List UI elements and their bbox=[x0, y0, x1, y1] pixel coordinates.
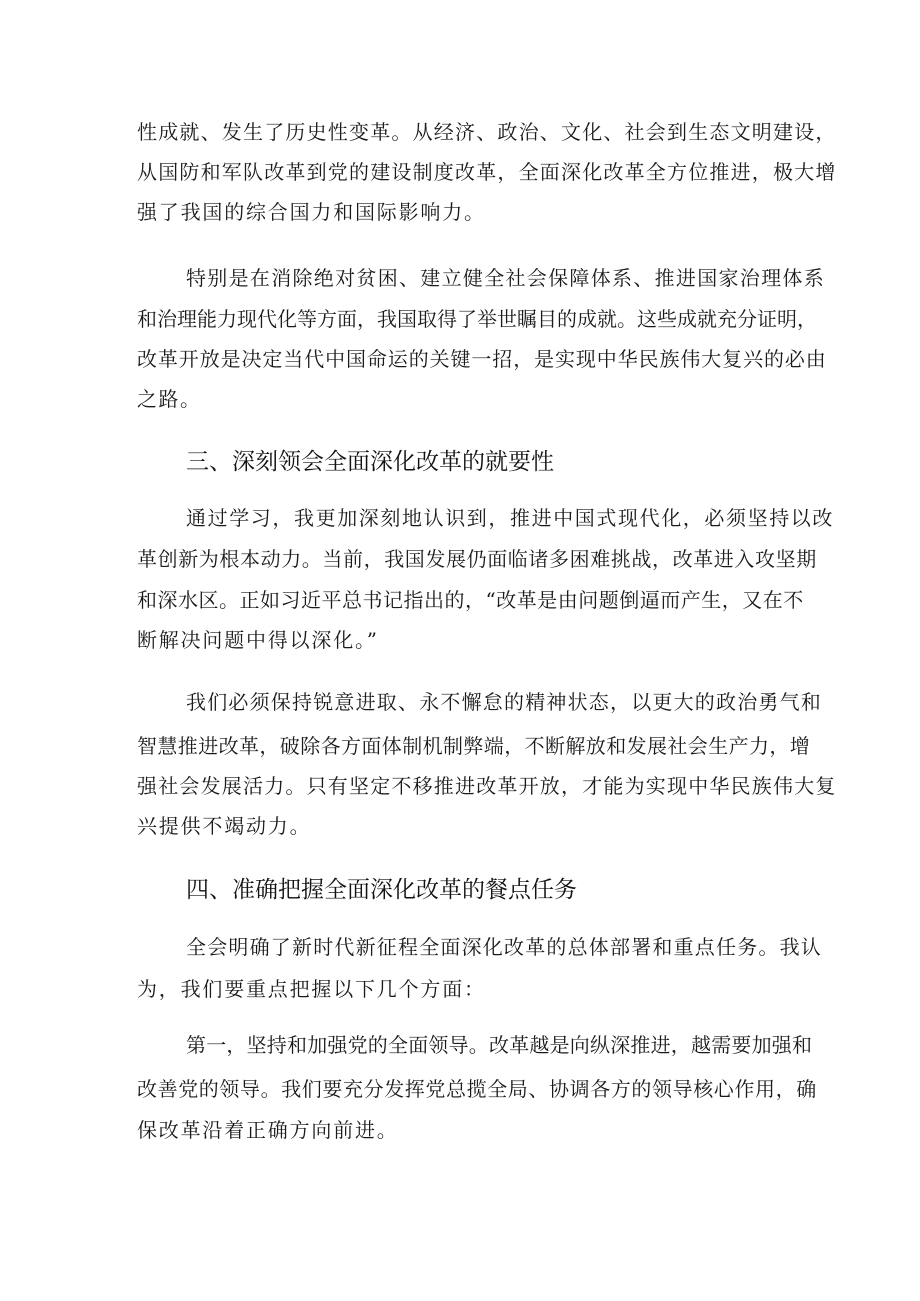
paragraph-6-line-2: 改善党的领导。我们要充分发挥党总揽全局、协调各方的领导核心作用，确 bbox=[137, 1077, 817, 1101]
paragraph-3-line-3: 和深水区。正如习近平总书记指出的，“改革是由问题倒逼而产生，又在不 bbox=[137, 588, 804, 612]
paragraph-5-line-1: 全会明确了新时代新征程全面深化改革的总体部署和重点任务。我认 bbox=[186, 935, 822, 959]
paragraph-6-line-1: 第一，坚持和加强党的全面领导。改革越是向纵深推进，越需要加强和 bbox=[186, 1033, 813, 1057]
paragraph-2-line-1: 特别是在消除绝对贫困、建立健全社会保障体系、推进国家治理体系 bbox=[186, 266, 825, 290]
paragraph-6-line-3: 保改革沿着正确方向前进。 bbox=[137, 1118, 399, 1142]
paragraph-1-line-1: 性成就、发生了历史性变革。从经济、政治、文化、社会到生态文明建设， bbox=[137, 120, 837, 144]
paragraph-3-line-2: 革创新为根本动力。当前，我国发展仍面临诸多困难挑战，改革进入攻坚期 bbox=[137, 547, 817, 571]
paragraph-3-line-4: 断解决问题中得以深化。” bbox=[137, 628, 379, 652]
section-heading-3: 三、深刻领会全面深化改革的就要性 bbox=[186, 449, 554, 475]
section-heading-4: 四、准确把握全面深化改革的餐点任务 bbox=[186, 877, 577, 903]
paragraph-5-line-2: 为，我们要重点把握以下几个方面： bbox=[137, 977, 486, 1001]
paragraph-2-line-2: 和治理能力现代化等方面，我国取得了举世瞩目的成就。这些成就充分证明， bbox=[137, 307, 817, 331]
paragraph-4-line-3: 强社会发展活力。只有坚定不移推进改革开放，才能为实现中华民族伟大复 bbox=[137, 774, 837, 798]
paragraph-1-line-3: 强了我国的综合国力和国际影响力。 bbox=[137, 200, 486, 224]
paragraph-2-line-4: 之路。 bbox=[137, 387, 202, 411]
paragraph-4-line-4: 兴提供不竭动力。 bbox=[137, 814, 312, 838]
paragraph-3-line-1: 通过学习，我更加深刻地认识到，推进中国式现代化，必须坚持以改 bbox=[186, 506, 834, 530]
paragraph-1-line-2: 从国防和军队改革到党的建设制度改革，全面深化改革全方位推进，极大增 bbox=[137, 160, 837, 184]
paragraph-4-line-1: 我们必须保持锐意进取、永不懈怠的精神状态，以更大的政治勇气和 bbox=[186, 690, 822, 714]
paragraph-4-line-2: 智慧推进改革，破除各方面体制机制弊端，不断解放和发展社会生产力，增 bbox=[137, 734, 811, 758]
paragraph-2-line-3: 改革开放是决定当代中国命运的关键一招，是实现中华民族伟大复兴的必由 bbox=[137, 347, 827, 371]
